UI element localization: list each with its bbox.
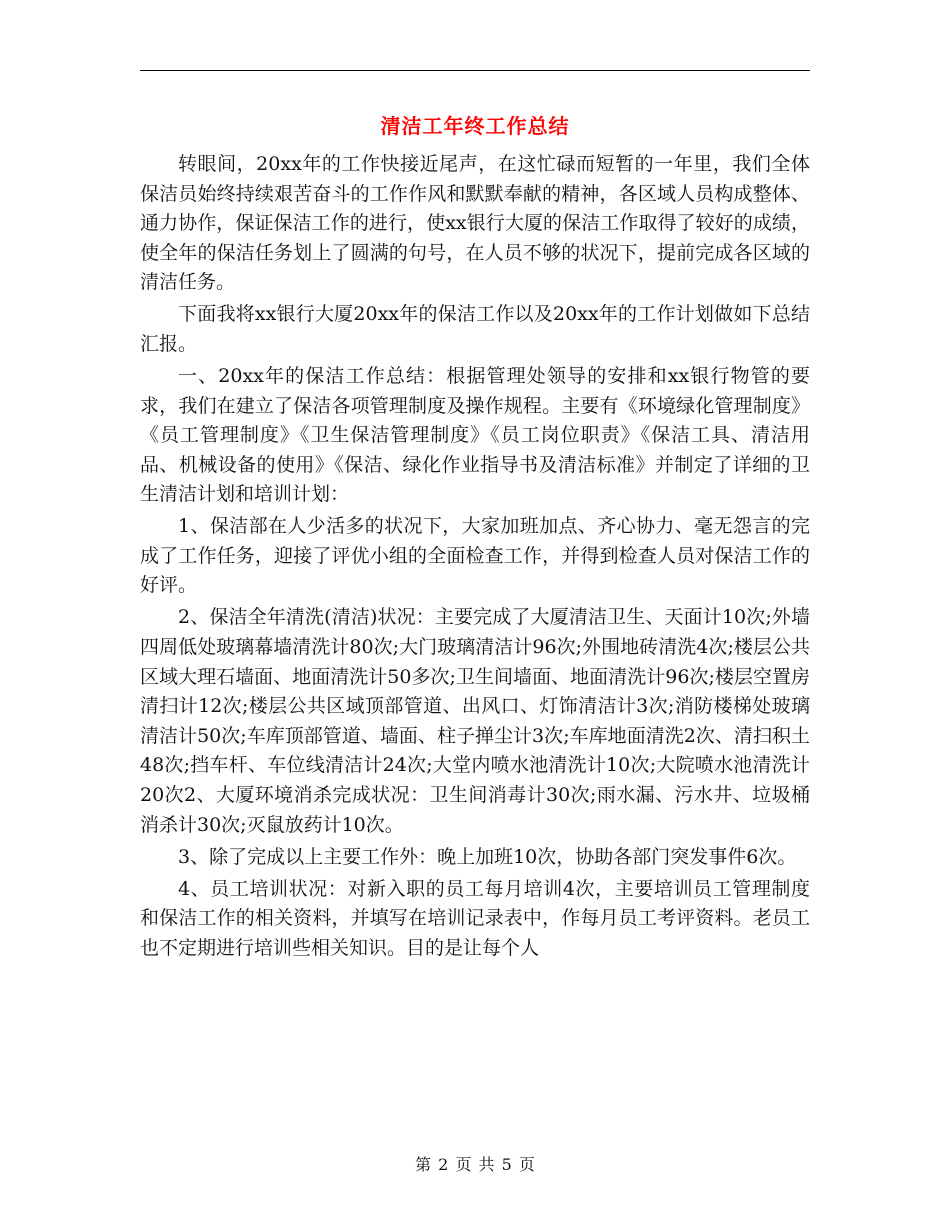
- header-rule: [140, 70, 810, 71]
- paragraph-section-one: 一、20xx年的保洁工作总结：根据管理处领导的安排和xx银行物管的要求，我们在建立了保洁各项管理制度及操作规程。主要有《环境绿化管理制度》《员工管理制度》《卫生保洁管理制度》《员工岗位职责》《保洁工具、清洁用品、机械设备的使用》《保洁、绿化作业指导书及清洁标准》并制定了详细的卫生清洁计划和培训计划：: [140, 364, 810, 506]
- paragraph-report-intro: 下面我将xx银行大厦20xx年的保洁工作以及20xx年的工作计划做如下总结汇报。: [140, 303, 810, 355]
- paragraph-item-1: 1、保洁部在人少活多的状况下，大家加班加点、齐心协力、毫无怨言的完成了工作任务，迎接了评优小组的全面检查工作，并得到检查人员对保洁工作的好评。: [140, 515, 810, 597]
- paragraph-item-2: 2、保洁全年清洗(清洁)状况：主要完成了大厦清洁卫生、天面计10次;外墙四周低处玻璃幕墙清洗计80次;大门玻璃清洁计96次;外围地砖清洗4次;楼层公共区域大理石墙面、地面清洗计50多次;卫生间墙面、地面清洗计96次;楼层空置房清扫计12次;楼层公共区域顶部管道、出风口、灯饰清洁计3次;消防楼梯处玻璃清洁计50次;车库顶部管道、墙面、柱子掸尘计3次;车库地面清洗2次、清扫积土48次;挡车杆、车位线清洁计24次;大堂内喷水池清洗计10次;大院喷水池清洗计20次2、大厦环境消杀完成状况：卫生间消毒计30次;雨水漏、污水井、垃圾桶消杀计30次;灭鼠放药计10次。: [140, 606, 810, 836]
- document-body: [140, 150, 810, 966]
- document-title: 清洁工年终工作总结: [380, 114, 570, 138]
- page-number-footer: 第 2 页 共 5 页: [415, 1155, 535, 1174]
- paragraph-intro: 转眼间，20xx年的工作快接近尾声，在这忙碌而短暂的一年里，我们全体保洁员始终持续艰苦奋斗的工作作风和默默奉献的精神，各区域人员构成整体、通力协作，保证保洁工作的进行，使xx银行大厦的保洁工作取得了较好的成绩，使全年的保洁任务划上了圆满的句号，在人员不够的状况下，提前完成各区域的清洁任务。: [140, 153, 810, 294]
- paragraph-item-4: 4、员工培训状况：对新入职的员工每月培训4次，主要培训员工管理制度和保洁工作的相关资料，并填写在培训记录表中，作每月员工考评资料。老员工也不定期进行培训些相关知识。目的是让每个人: [140, 877, 810, 959]
- paragraph-item-3: 3、除了完成以上主要工作外：晚上加班10次，协助各部门突发事件6次。: [178, 845, 797, 868]
